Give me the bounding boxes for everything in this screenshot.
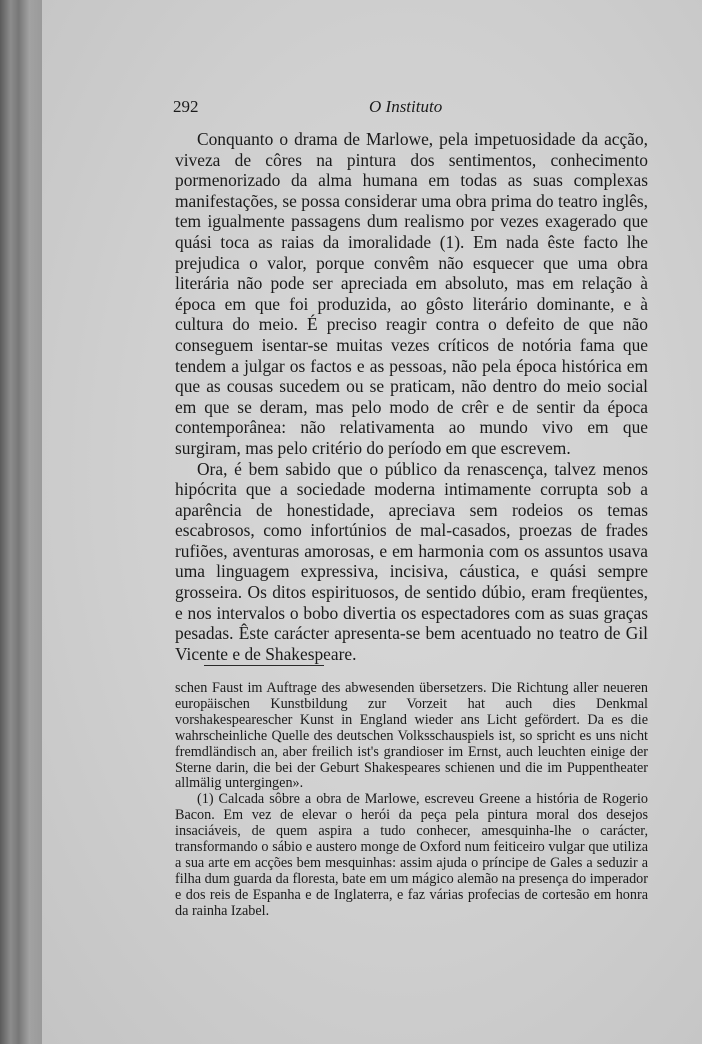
footnote-divider (204, 665, 324, 666)
page-number: 292 (173, 97, 199, 116)
footnote-1: (1) Calcada sôbre a obra de Marlowe, escreveu Greene a história de Rogerio Bacon. Em vez de elevar o herói da peça pela pintura moral dos desejos insaciáveis, de quem aspira a tudo conhecer, amesquinha-lhe o carácter, transformando o sábio e austero monge de Oxford num feiticeiro vulgar que utiliza a sua arte em acções bem mesquinhas: assim ajuda o príncipe de Gales a seduzir a filha dum guarda da floresta, bate em um mágico alemão na presença do imperador e dos reis de Espanha e de Inglaterra, e faz várias profecias de cortesão em honra da rainha Izabel. (175, 791, 648, 919)
footnote-continuation: schen Faust im Auftrage des abwesenden übersetzers. Die Richtung aller neueren europäischen Kunstbildung zur Vorzeit hat auch dies Denkmal vorshakespearescher Kunst in England wieder ans Licht gefördert. Da es die wahrscheinliche Quelle des deutschen Volksschauspiels ist, so spricht es uns nicht fremdländisch an, aber freilich ist's grandioser im Ernst, auch leuchten einige der Sterne darin, die bei der Geburt Shakespeares schienen und die im Puppentheater allmälig untergingen». (175, 680, 648, 792)
running-header (173, 96, 636, 118)
paragraph-marlowe-drama: Conquanto o drama de Marlowe, pela impetuosidade da acção, viveza de côres na pintura dos sentimentos, conhecimento pormenorizado da alma humana em todas as suas complexas manifestações, se possa considerar uma obra prima do teatro inglês, tem igualmente passagens dum realismo por vezes exagerado que quási toca as raias da imoralidade (1). Em nada êste facto lhe prejudica o valor, porque convêm não esquecer que uma obra literária não pode ser apreciada em absoluto, mas em relação à época em que foi produzida, ao gôsto literário dominante, e à cultura do meio. É preciso reagir contra o defeito de que não conseguem isentar-se muitas vezes críticos de notória fama que tendem a julgar os factos e as pessoas, não pela época histórica em que as cousas sucedem ou se praticam, não dentro do meio social em que se deram, mas pelo modo de crêr e de sentir da época contemporânea: não relativamenta ao mundo vivo em que surgiram, mas pelo critério do período em que escrevem. (175, 129, 648, 458)
paragraph-renascenca-public: Ora, é bem sabido que o público da renascença, talvez menos hipócrita que a sociedade moderna intimamente corrupta sob a aparência de honestidade, apreciava sem rodeios os temas escabrosos, como infortúnios de mal-casados, proezas de frades rufiões, aventuras amorosas, e em harmonia com os assuntos usava uma linguagem expressiva, incisiva, cáustica, e quási sempre grosseira. Os ditos espirituosos, de sentido dúbio, eram freqüentes, e nos intervalos o bobo divertia os espectadores com as suas graças pesadas. Êste carácter apresenta-se bem acentuado no teatro de Gil Vicente e de Shakespeare. (175, 458, 648, 664)
running-title: O Instituto (369, 97, 443, 116)
main-text (175, 129, 648, 664)
footnotes (175, 681, 648, 920)
book-page-edges (0, 0, 42, 1044)
